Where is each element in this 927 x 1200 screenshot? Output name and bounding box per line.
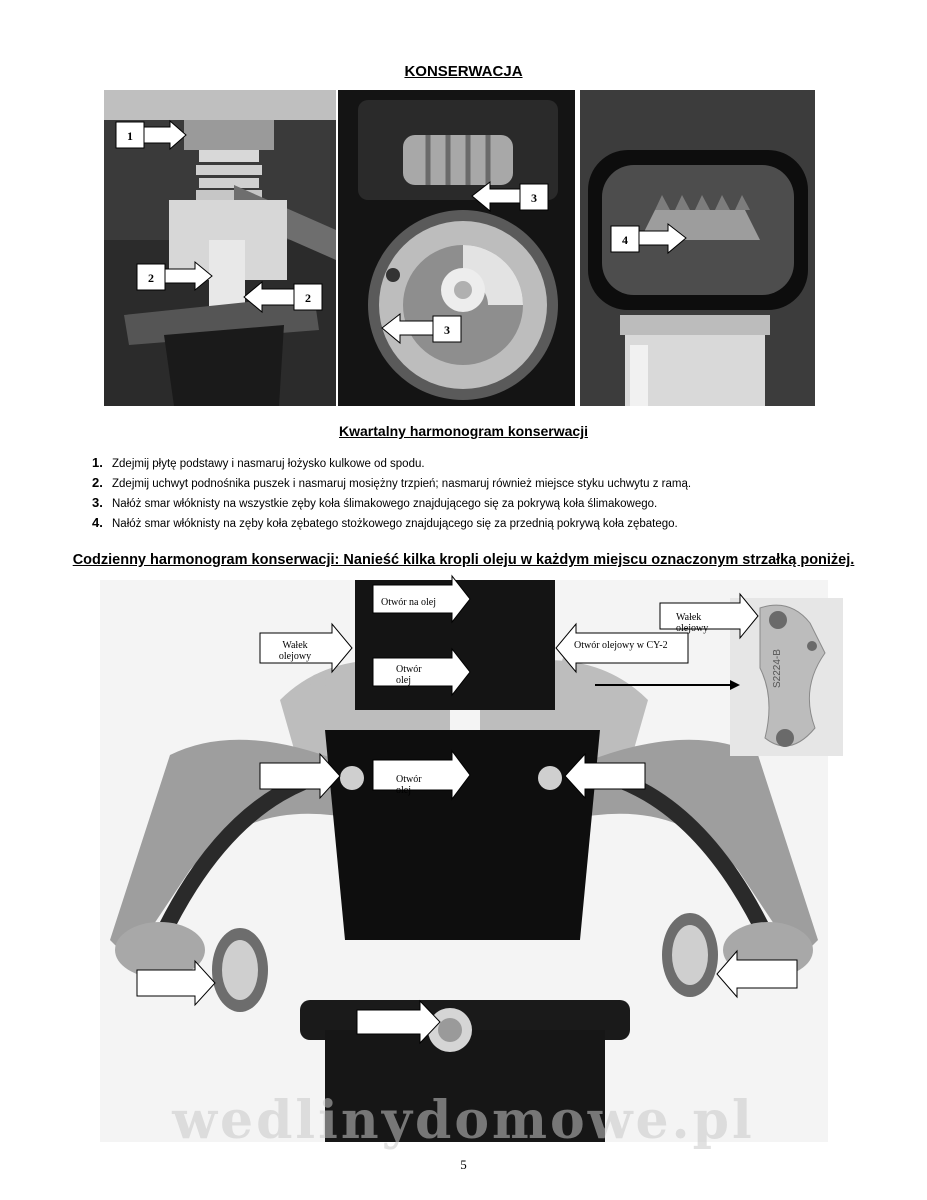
- label-otwor-2: Otwór olej: [396, 774, 422, 796]
- callout-2a: 2: [148, 271, 154, 285]
- page-title: KONSERWACJA: [404, 63, 523, 80]
- label-otwor-olejowy-cy2: Otwór olejowy w CY-2: [574, 640, 668, 651]
- callout-3a: 3: [531, 191, 537, 205]
- daily-arrows: [0, 570, 927, 1050]
- inset-plate-text: S2224-B: [772, 649, 783, 688]
- list-item: 2. Zdejmij uchwyt podnośnika puszek i nasmaruj mosiężny trzpień; nasmaruj również miejsce styku uchwytu z ramą.: [92, 475, 692, 490]
- list-item: 1. Zdejmij płytę podstawy i nasmaruj łożysko kulkowe od spodu.: [92, 455, 425, 470]
- label-walek-olejowy-inset: Wałek olejowy: [676, 612, 709, 634]
- callout-3b: 3: [444, 323, 450, 337]
- list-item: 4. Nałóż smar włóknisty na zęby koła zębatego stożkowego znajdującego się za przednią pokrywą koła zębatego.: [92, 515, 678, 530]
- label-otwor-1: Otwór olej: [396, 664, 422, 686]
- top-callouts: [0, 0, 927, 420]
- callout-2b: 2: [305, 291, 311, 305]
- daily-title: Codzienny harmonogram konserwacji: Nanieść kilka kropli oleju w każdym miejscu oznaczonym strzałką poniżej.: [72, 552, 855, 568]
- list-item: 3. Nałóż smar włóknisty na wszystkie zęby koła ślimakowego znajdującego się za pokrywą koła ślimakowego.: [92, 495, 658, 510]
- callout-1: 1: [127, 129, 133, 143]
- quarterly-title: Kwartalny harmonogram konserwacji: [339, 423, 588, 439]
- watermark: wedlinydomowe.pl: [172, 1090, 755, 1151]
- page-number: 5: [460, 1157, 467, 1172]
- label-otwor-na-olej: Otwór na olej: [381, 597, 436, 608]
- callout-4: 4: [622, 233, 628, 247]
- quarterly-steps: [92, 453, 872, 533]
- label-walek-olejowy: Wałek olejowy: [278, 640, 312, 662]
